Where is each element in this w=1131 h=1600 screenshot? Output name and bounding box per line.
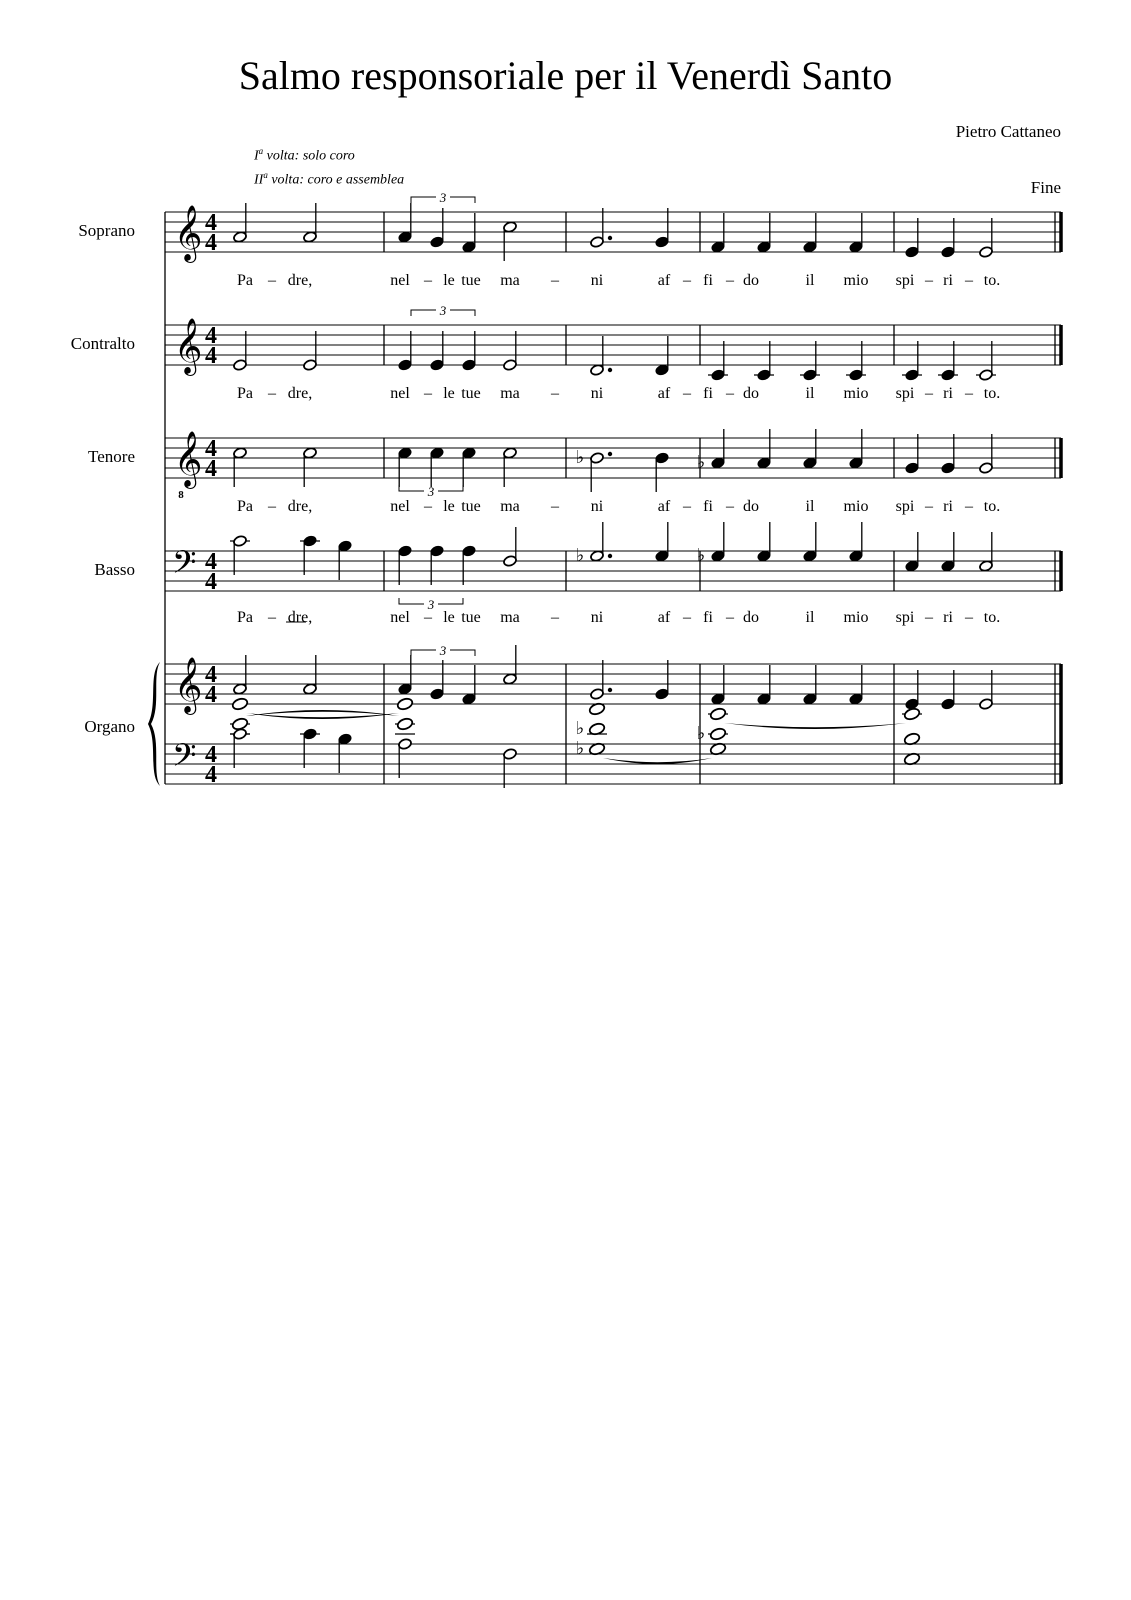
lyric-syllable: do	[743, 498, 759, 515]
tuplet-number: 3	[439, 303, 447, 318]
lyric-hyphen: –	[551, 272, 559, 289]
notehead	[903, 707, 920, 721]
staff-label: Contralto	[70, 334, 135, 353]
notehead	[396, 717, 413, 731]
direction-second-time: $II^a$ volta: coro e assemblea	[254, 170, 405, 188]
notehead	[430, 236, 445, 249]
notehead	[979, 698, 994, 711]
lyric-syllable: af	[657, 498, 671, 515]
lyric-syllable: fi	[703, 272, 713, 289]
notehead	[979, 246, 994, 259]
lyric-hyphen: –	[424, 498, 432, 515]
lyric-hyphen: –	[424, 272, 432, 289]
lyric-syllable: nel	[390, 385, 410, 402]
flat-accidental-icon: ♭	[575, 447, 585, 468]
notehead	[905, 246, 920, 259]
notehead	[398, 545, 413, 558]
treble-clef-icon: 𝄞	[174, 318, 203, 374]
staff-label: Soprano	[78, 221, 135, 240]
notehead	[462, 359, 477, 372]
flat-accidental-icon: ♭	[575, 738, 585, 759]
notehead	[590, 364, 605, 377]
notehead	[303, 447, 318, 460]
lyric-hyphen: –	[683, 272, 691, 289]
notehead	[303, 728, 318, 741]
notehead	[803, 241, 818, 254]
tuplet-number: 3	[427, 597, 435, 612]
lyric-syllable: nel	[390, 498, 410, 515]
lyric-syllable: fi	[703, 385, 713, 402]
notehead	[503, 447, 518, 460]
augmentation-dot	[608, 368, 612, 372]
notehead	[590, 688, 605, 701]
lyric-hyphen: –	[965, 609, 973, 626]
notehead	[233, 447, 248, 460]
notehead	[803, 550, 818, 563]
notehead	[905, 369, 920, 382]
flat-accidental-icon: ♭	[575, 718, 585, 739]
lyric-hyphen: –	[551, 385, 559, 402]
treble-clef-icon: 𝄞	[174, 657, 203, 713]
tie	[603, 758, 712, 764]
notehead	[398, 231, 413, 244]
lyric-hyphen: –	[551, 498, 559, 515]
notehead	[849, 693, 864, 706]
lyric-syllable: Pa	[237, 609, 253, 626]
notehead	[233, 683, 248, 696]
notehead	[503, 673, 518, 686]
tie	[724, 723, 906, 729]
lyric-hyphen: –	[965, 498, 973, 515]
lyric-syllable: tue	[461, 498, 481, 515]
notehead	[803, 369, 818, 382]
time-signature-denominator: 4	[205, 230, 217, 256]
notehead	[398, 447, 413, 460]
notehead	[711, 550, 726, 563]
lyric-syllable: dre,	[287, 498, 313, 515]
flat-accidental-icon: ♭	[696, 545, 706, 566]
notehead	[231, 697, 248, 711]
tie	[246, 710, 399, 716]
lyric-syllable: ni	[590, 272, 604, 289]
lyric-hyphen: –	[726, 498, 734, 515]
notehead	[590, 550, 605, 563]
page-title: Salmo responsoriale per il Venerdì Santo	[238, 53, 893, 98]
lyric-syllable: le	[443, 498, 455, 515]
notehead	[430, 447, 445, 460]
notehead	[590, 452, 605, 465]
lyric-syllable: do	[743, 609, 759, 626]
notehead	[803, 693, 818, 706]
lyric-syllable: af	[657, 272, 671, 289]
lyric-syllable: nel	[390, 272, 410, 289]
time-signature-numerator: 4	[205, 742, 217, 768]
lyric-syllable: to.	[983, 609, 1001, 626]
notehead	[849, 457, 864, 470]
notehead	[979, 462, 994, 475]
time-signature-denominator: 4	[205, 682, 217, 708]
lyric-syllable: ri	[943, 272, 953, 289]
notehead	[979, 560, 994, 573]
notehead	[655, 688, 670, 701]
lyric-syllable: Pa	[237, 498, 253, 515]
augmentation-dot	[608, 554, 612, 558]
lyric-hyphen: –	[683, 609, 691, 626]
time-signature-numerator: 4	[205, 436, 217, 462]
octave-marker: 8	[178, 489, 184, 501]
notehead	[590, 236, 605, 249]
notehead	[709, 707, 726, 721]
lyric-hyphen: –	[268, 498, 276, 515]
lyric-syllable: tue	[461, 385, 481, 402]
lyric-hyphen: –	[965, 385, 973, 402]
notehead	[941, 698, 956, 711]
lyric-syllable: ni	[590, 609, 604, 626]
lyric-syllable: spi	[895, 498, 915, 515]
notehead	[655, 550, 670, 563]
lyric-syllable: il	[805, 498, 815, 515]
notehead	[655, 236, 670, 249]
augmentation-dot	[608, 236, 612, 240]
lyric-syllable: ni	[590, 498, 604, 515]
notehead	[396, 697, 413, 711]
lyric-syllable: spi	[895, 609, 915, 626]
notehead	[338, 540, 353, 553]
notehead	[711, 369, 726, 382]
lyric-hyphen: –	[925, 385, 933, 402]
staff-label: Basso	[94, 560, 135, 579]
lyric-syllable: dre,	[287, 385, 313, 402]
lyric-syllable: ma	[500, 498, 520, 515]
lyric-hyphen: –	[726, 272, 734, 289]
lyric-syllable: le	[443, 385, 455, 402]
direction-first-time: $I^a$ volta: solo coro	[254, 146, 355, 164]
lyric-syllable: ri	[943, 609, 953, 626]
notehead	[655, 452, 670, 465]
lyric-syllable: ri	[943, 498, 953, 515]
notehead	[941, 462, 956, 475]
augmentation-dot	[608, 452, 612, 456]
lyric-syllable: dre,	[287, 609, 313, 626]
notehead	[303, 683, 318, 696]
notehead	[849, 241, 864, 254]
notehead	[233, 359, 248, 372]
notehead	[941, 246, 956, 259]
notehead	[803, 457, 818, 470]
fine-marking: Fine	[1030, 178, 1061, 197]
lyric-syllable: fi	[703, 609, 713, 626]
time-signature-denominator: 4	[205, 762, 217, 788]
lyric-syllable: il	[805, 385, 815, 402]
lyric-hyphen: –	[683, 498, 691, 515]
lyric-syllable: mio	[843, 609, 869, 626]
lyric-syllable: to.	[983, 272, 1001, 289]
lyric-syllable: do	[743, 272, 759, 289]
time-signature-denominator: 4	[205, 456, 217, 482]
notehead	[233, 231, 248, 244]
flat-accidental-icon: ♭	[575, 545, 585, 566]
lyric-syllable: Pa	[237, 385, 253, 402]
tuplet-number: 3	[427, 484, 435, 499]
lyric-syllable: tue	[461, 272, 481, 289]
lyric-hyphen: –	[268, 609, 276, 626]
staff-label: Organo	[84, 717, 135, 736]
time-signature-numerator: 4	[205, 549, 217, 575]
lyric-hyphen: –	[726, 385, 734, 402]
tie	[246, 713, 399, 719]
augmentation-dot	[608, 688, 612, 692]
notehead	[905, 462, 920, 475]
lyric-syllable: tue	[461, 609, 481, 626]
notehead	[711, 241, 726, 254]
notehead	[398, 683, 413, 696]
lyric-hyphen: –	[551, 609, 559, 626]
lyric-syllable: mio	[843, 272, 869, 289]
notehead	[233, 728, 248, 741]
notehead	[462, 447, 477, 460]
flat-accidental-icon: ♭	[696, 452, 706, 473]
notehead	[430, 545, 445, 558]
notehead	[430, 359, 445, 372]
notehead	[303, 231, 318, 244]
lyric-syllable: le	[443, 609, 455, 626]
lyric-hyphen: –	[268, 385, 276, 402]
bass-clef-icon: 𝄢	[172, 544, 197, 588]
lyric-hyphen: –	[925, 609, 933, 626]
notehead	[398, 359, 413, 372]
notehead	[849, 550, 864, 563]
lyric-syllable: dre,	[287, 272, 313, 289]
lyric-syllable: Pa	[237, 272, 253, 289]
composer-name: Pietro Cattaneo	[955, 122, 1061, 141]
notehead	[503, 221, 518, 234]
time-signature-denominator: 4	[205, 343, 217, 369]
lyric-syllable: le	[443, 272, 455, 289]
notehead	[338, 733, 353, 746]
notehead	[462, 545, 477, 558]
notehead	[303, 359, 318, 372]
notehead	[757, 457, 772, 470]
notehead	[711, 693, 726, 706]
lyric-syllable: to.	[983, 385, 1001, 402]
tuplet-number: 3	[439, 643, 447, 658]
notehead	[503, 359, 518, 372]
notehead	[757, 693, 772, 706]
lyric-syllable: mio	[843, 498, 869, 515]
lyric-hyphen: –	[683, 385, 691, 402]
notehead	[757, 241, 772, 254]
bass-clef-icon: 𝄢	[172, 737, 197, 781]
lyric-syllable: to.	[983, 498, 1001, 515]
notehead	[462, 241, 477, 254]
notehead	[709, 727, 726, 741]
notehead	[303, 535, 318, 548]
lyric-syllable: ma	[500, 272, 520, 289]
lyric-syllable: ma	[500, 609, 520, 626]
notehead	[849, 369, 864, 382]
notehead	[503, 748, 518, 761]
lyric-syllable: nel	[390, 609, 410, 626]
lyric-syllable: do	[743, 385, 759, 402]
notehead	[430, 688, 445, 701]
lyric-syllable: il	[805, 609, 815, 626]
lyric-hyphen: –	[424, 385, 432, 402]
time-signature-numerator: 4	[205, 662, 217, 688]
lyric-hyphen: –	[726, 609, 734, 626]
lyric-hyphen: –	[925, 498, 933, 515]
notehead	[941, 369, 956, 382]
notehead	[711, 457, 726, 470]
notehead	[503, 555, 518, 568]
lyric-syllable: ma	[500, 385, 520, 402]
lyric-hyphen: –	[925, 272, 933, 289]
lyric-hyphen: –	[965, 272, 973, 289]
time-signature-numerator: 4	[205, 323, 217, 349]
notehead	[655, 364, 670, 377]
lyric-syllable: ri	[943, 385, 953, 402]
notehead	[941, 560, 956, 573]
lyric-hyphen: –	[424, 609, 432, 626]
tuplet-number: 3	[439, 190, 447, 205]
staff-label: Tenore	[88, 447, 135, 466]
lyric-hyphen: –	[268, 272, 276, 289]
lyric-syllable: il	[805, 272, 815, 289]
notehead	[757, 550, 772, 563]
notehead	[757, 369, 772, 382]
brace	[148, 662, 160, 786]
flat-accidental-icon: ♭	[696, 723, 706, 744]
time-signature-denominator: 4	[205, 569, 217, 595]
notehead	[462, 693, 477, 706]
lyric-syllable: af	[657, 609, 671, 626]
notehead	[398, 738, 413, 751]
treble-clef-icon: 𝄞	[174, 431, 203, 487]
lyric-syllable: mio	[843, 385, 869, 402]
notehead	[233, 535, 248, 548]
notehead	[905, 560, 920, 573]
notehead	[979, 369, 994, 382]
treble-clef-icon: 𝄞	[174, 205, 203, 261]
lyric-syllable: af	[657, 385, 671, 402]
lyric-syllable: ni	[590, 385, 604, 402]
time-signature-numerator: 4	[205, 210, 217, 236]
lyric-syllable: spi	[895, 272, 915, 289]
lyric-syllable: spi	[895, 385, 915, 402]
lyric-syllable: fi	[703, 498, 713, 515]
